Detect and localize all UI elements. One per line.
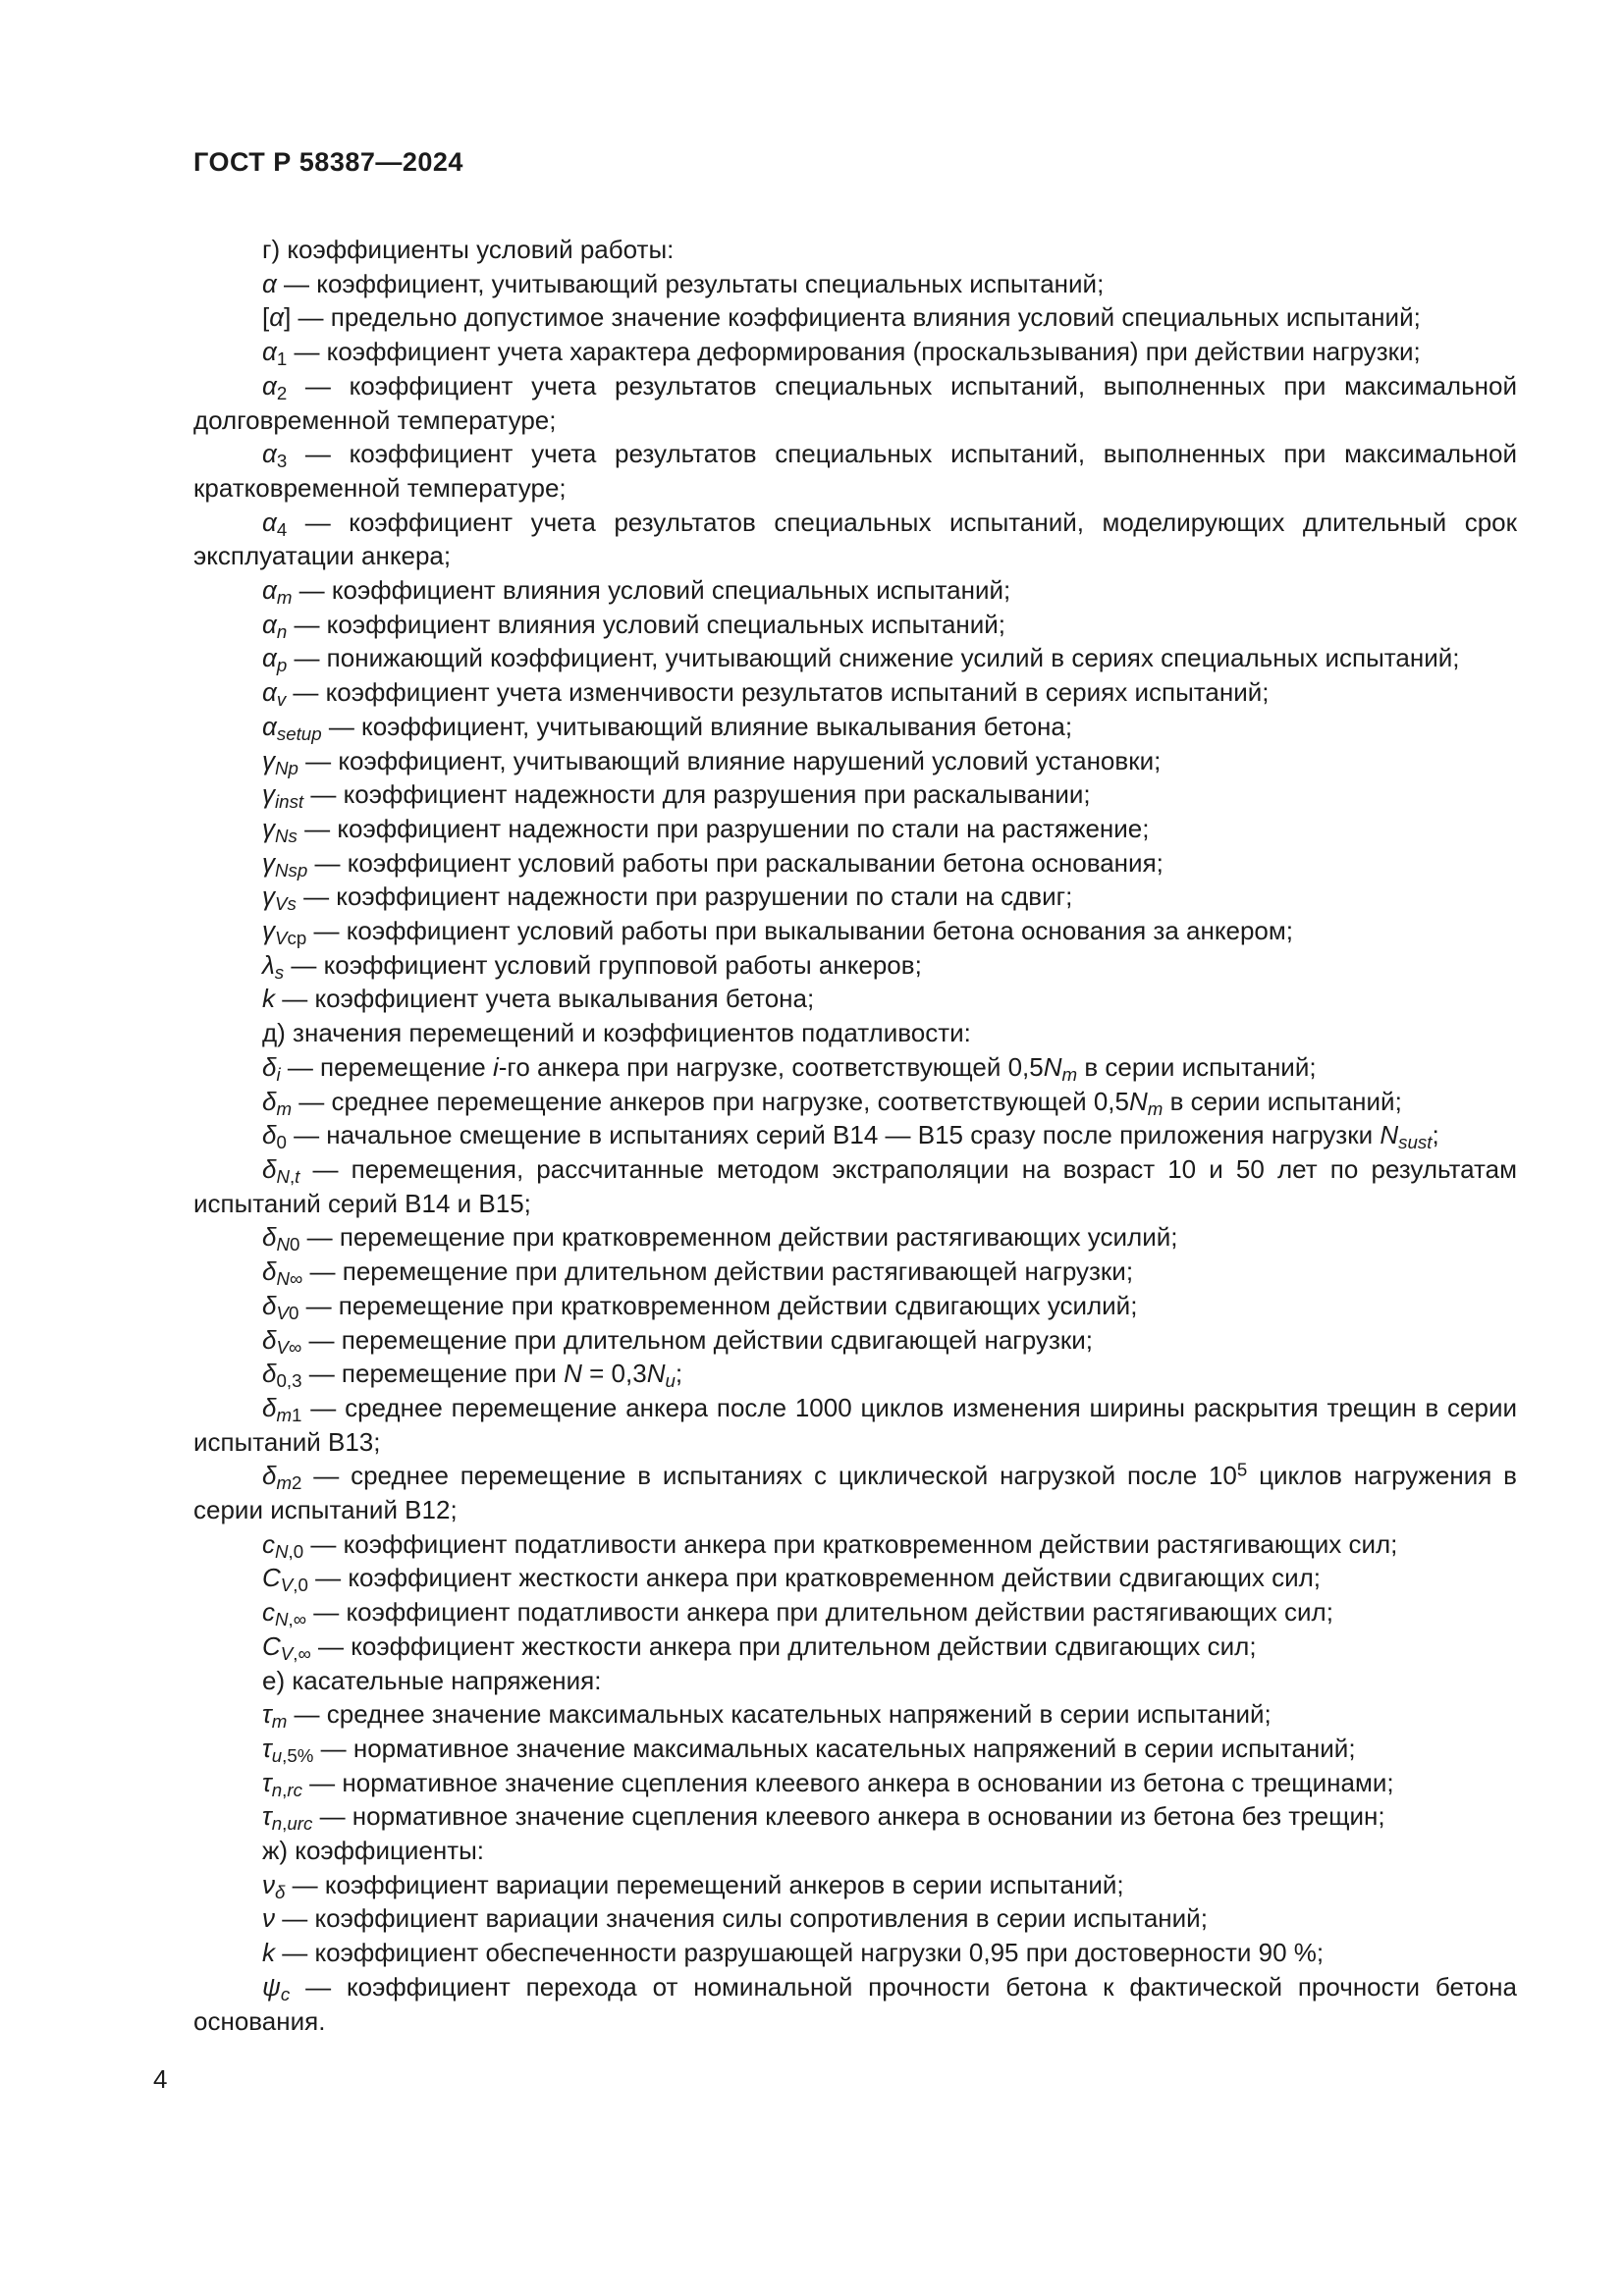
definition-entry: $c_{N,0}$ — коэффициент податливости анкера при кратковременном действии растягивающих сил; (262, 1528, 1398, 1562)
definition-entry: $\alpha_4$ — коэффициент учета результатов специальных испытаний, моделирующих длительный срок эксплуатации анкера; (193, 507, 1517, 571)
section-heading: ж) коэффициенты: (262, 1836, 485, 1866)
definition-entry: $\delta_{N\infty}$ — перемещение при длительном действии растягивающей нагрузки; (262, 1256, 1134, 1290)
standard-code: ГОСТ Р 58387—2024 (193, 147, 463, 177)
page-number: 4 (153, 2064, 168, 2094)
definition-entry: $\nu_\delta$ — коэффициент вариации перемещений анкеров в серии испытаний; (262, 1869, 1124, 1902)
definition-entry: $\alpha_v$ — коэффициент учета изменчивости результатов испытаний в сериях испытаний; (262, 677, 1270, 711)
definition-entry: α — коэффициент, учитывающий результаты специальных испытаний; (262, 268, 1105, 298)
definition-entry: $\gamma_{Np}$ — коэффициент, учитывающий влияние нарушений условий установки; (262, 745, 1162, 778)
definition-entry: $\delta_{N,t}$ — перемещения, рассчитанные методом экстраполяции на возраст 10 и 50 лет по результатам испытаний серий В14 и В15; (193, 1153, 1517, 1218)
section-heading: г) коэффициенты условий работы: (262, 235, 675, 264)
definition-entry: $\delta_{m1}$ — среднее перемещение анкера после 1000 циклов изменения ширины раскрытия трещин в серии испытаний В13; (193, 1392, 1517, 1457)
definition-entry: $\psi_c$ — коэффициент перехода от номинальной прочности бетона к фактической прочности бетона основания. (193, 1971, 1517, 2036)
definition-entry: $C_{V,0}$ — коэффициент жесткости анкера при кратковременном действии сдвигающих сил; (262, 1563, 1321, 1596)
definitions-list (193, 233, 1517, 2038)
definition-entry: $\tau_{n,urc}$ — нормативное значение сцепления клеевого анкера в основании из бетона без трещин; (262, 1801, 1385, 1835)
definition-entry: $\gamma_{Nsp}$ — коэффициент условий работы при раскалывании бетона основания; (262, 847, 1164, 881)
definition-entry: $\gamma_{Vср}$ — коэффициент условий работы при выкалывании бетона основания за анкером; (262, 916, 1293, 949)
definition-entry: $\alpha_n$ — коэффициент влияния условий специальных испытаний; (262, 609, 1006, 642)
definition-entry: $\gamma_{Ns}$ — коэффициент надежности при разрушении по стали на растяжение; (262, 813, 1150, 847)
definition-entry: $\delta_{0,3}$ — перемещение при $N = 0,3N_u$; (262, 1359, 683, 1392)
definition-entry: $c_{N,\infty}$ — коэффициент податливости анкера при длительном действии растягивающих сил; (262, 1597, 1333, 1630)
definition-entry: $\alpha_p$ — понижающий коэффициент, учитывающий снижение усилий в сериях специальных испытаний; (262, 643, 1460, 676)
definition-entry: $\alpha_3$ — коэффициент учета результатов специальных испытаний, выполненных при максимальной кратковременной температуре; (193, 439, 1517, 503)
definition-entry: [α] — предельно допустимое значение коэффициента влияния условий специальных испытаний; (262, 302, 1421, 333)
section-heading: е) касательные напряжения: (262, 1665, 602, 1695)
definition-entry: $\tau_m$ — среднее значение максимальных касательных напряжений в серии испытаний; (262, 1699, 1272, 1733)
definition-entry: $\gamma_{inst}$ — коэффициент надежности для разрушения при раскалывании; (262, 779, 1091, 813)
definition-entry: k — коэффициент учета выкалывания бетона; (262, 984, 815, 1014)
definition-entry: $\delta_{V0}$ — перемещение при кратковременном действии сдвигающих усилий; (262, 1290, 1138, 1324)
definition-entry: $\alpha_{setup}$ — коэффициент, учитывающий влияние выкалывания бетона; (262, 711, 1073, 745)
definition-entry: $\delta_0$ — начальное смещение в испытаниях серий В14 — В15 сразу после приложения нагрузки $N_{sust}$; (262, 1120, 1439, 1153)
definition-entry: $\delta_{V\infty}$ — перемещение при длительном действии сдвигающей нагрузки; (262, 1324, 1093, 1358)
section-heading: д) значения перемещений и коэффициентов податливости: (262, 1018, 971, 1048)
definition-entry: $\gamma_{Vs}$ — коэффициент надежности при разрушении по стали на сдвиг; (262, 881, 1073, 915)
definition-entry: $\tau_{u,5\%}$ — нормативное значение максимальных касательных напряжений в серии испытаний; (262, 1733, 1356, 1767)
definition-entry: $\lambda_s$ — коэффициент условий групповой работы анкеров; (262, 949, 922, 983)
definition-entry: $\delta_{N0}$ — перемещение при кратковременном действии растягивающих усилий; (262, 1222, 1178, 1255)
definition-entry: ν — коэффициент вариации значения силы сопротивления в серии испытаний; (262, 1903, 1208, 1934)
definition-entry: $C_{V,\infty}$ — коэффициент жесткости анкера при длительном действии сдвигающих сил; (262, 1630, 1257, 1665)
definition-entry: $\delta_m$ — среднее перемещение анкеров при нагрузке, соответствующей $0,5N_m$ в серии испытаний; (262, 1086, 1402, 1119)
definition-entry: $\delta_i$ — перемещение i-го анкера при нагрузке, соответствующей $0,5N_m$ в серии испытаний; (262, 1051, 1317, 1086)
definition-entry: $\tau_{n,rc}$ — нормативное значение сцепления клеевого анкера в основании из бетона с трещинами; (262, 1767, 1394, 1800)
definition-entry: k — коэффициент обеспеченности разрушающей нагрузки 0,95 при достоверности 90 %; (262, 1938, 1325, 1968)
definition-entry: $\alpha_1$ — коэффициент учета характера деформирования (проскальзывания) при действии нагрузки; (262, 337, 1421, 370)
definition-entry: $\alpha_m$ — коэффициент влияния условий специальных испытаний; (262, 575, 1011, 609)
definition-entry: $\alpha_2$ — коэффициент учета результатов специальных испытаний, выполненных при максимальной долговременной температуре; (193, 370, 1517, 435)
definition-entry: $\delta_{m2}$ — среднее перемещение в испытаниях с циклической нагрузкой после $10^5$ циклов нагружения в серии испытаний В12; (193, 1459, 1517, 1525)
